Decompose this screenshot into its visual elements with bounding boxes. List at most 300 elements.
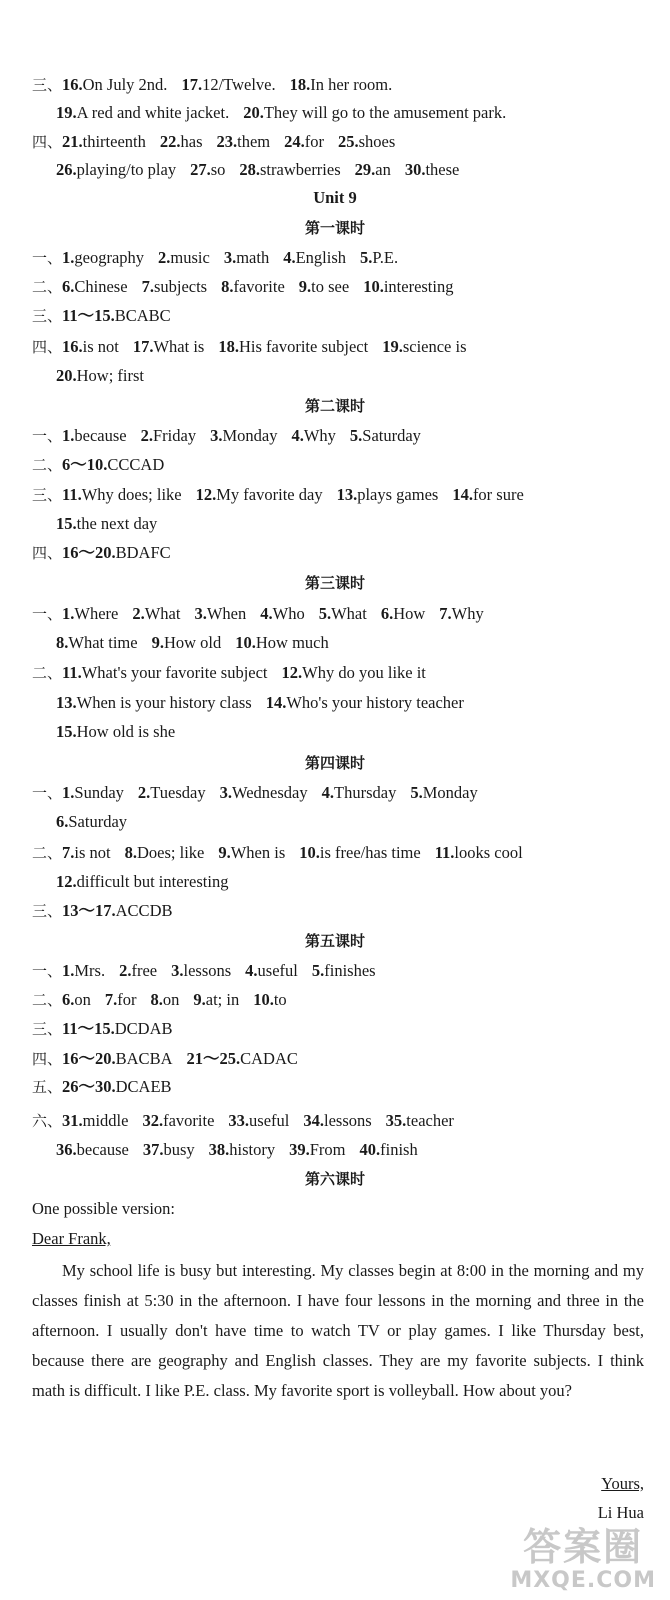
question-number: 8. (124, 843, 137, 862)
question-number: 16. (62, 75, 83, 94)
answer-item (160, 132, 203, 151)
answer-line (32, 336, 481, 358)
letter-signature: Li Hua (597, 1503, 644, 1522)
section-marker: 二、 (32, 278, 63, 296)
answer-text: His favorite subject (238, 337, 369, 356)
question-number: 1. (62, 248, 75, 267)
question-number: 9. (193, 990, 206, 1009)
answer-item (360, 248, 398, 267)
answer-text: What (144, 604, 181, 623)
question-number: 11. (62, 485, 82, 504)
section-marker: 一、 (32, 962, 63, 980)
answer-text: on (162, 990, 180, 1009)
question-number: 16～20. (62, 543, 116, 562)
answer-text: How much (255, 633, 329, 652)
answer-text: P.E. (372, 248, 399, 267)
answer-text: lessons (183, 961, 232, 980)
answer-item (312, 961, 376, 980)
answer-text: A red and white jacket. (76, 103, 230, 122)
question-number: 9. (218, 843, 231, 862)
answer-text: is not (82, 337, 119, 356)
section-marker: 二、 (32, 664, 63, 682)
question-number: 6. (62, 277, 75, 296)
question-number: 35. (385, 1111, 407, 1130)
question-number: 1. (62, 961, 75, 980)
answer-item (56, 633, 138, 652)
lesson-3-title: 第三课时 (304, 574, 365, 592)
answer-line (56, 871, 242, 893)
answer-item (360, 1140, 418, 1159)
question-number: 5. (311, 961, 325, 980)
answer-text: these (425, 160, 460, 179)
question-number: 4. (283, 248, 296, 267)
question-number: 6. (380, 604, 394, 623)
answer-text: Why do you like it (302, 663, 426, 682)
question-number: 12. (281, 663, 303, 682)
question-number: 10. (363, 277, 384, 296)
question-number: 8. (150, 990, 163, 1009)
answer-line (56, 811, 141, 833)
question-number: 17. (132, 337, 154, 356)
question-number: 14. (452, 485, 473, 504)
answer-text: is not (74, 843, 111, 862)
answer-item (245, 961, 298, 980)
watermark-logo-text: 答案圈 (523, 1525, 644, 1569)
lesson-6-title: 第六课时 (304, 1170, 365, 1188)
question-number: 12. (195, 485, 217, 504)
answer-text: the next day (76, 514, 158, 533)
answer-text: Tuesday (150, 783, 206, 802)
answer-text: Thursday (334, 783, 397, 802)
question-number: 10. (235, 633, 256, 652)
answer-line (32, 276, 467, 298)
answer-item (62, 1111, 128, 1130)
answer-item (266, 693, 464, 712)
answer-item (319, 604, 367, 623)
answer-item (142, 277, 208, 296)
answer-item (105, 990, 137, 1009)
answer-text: for (304, 132, 324, 151)
section-marker: 四、 (32, 338, 63, 356)
answer-text: Why (303, 426, 336, 445)
answer-line (56, 365, 158, 387)
answer-text: looks cool (454, 843, 523, 862)
answer-text: Saturday (68, 812, 128, 831)
answer-text: because (74, 426, 127, 445)
answer-text: DCAEB (115, 1077, 172, 1096)
question-number: 32. (142, 1111, 164, 1130)
section-marker: 二、 (32, 456, 63, 474)
answer-line (32, 305, 185, 327)
question-number: 17. (181, 75, 203, 94)
question-number: 7. (62, 843, 75, 862)
question-number: 29. (354, 160, 376, 179)
letter-body (32, 1256, 644, 1406)
answer-item (260, 604, 304, 623)
answer-text: What is (153, 337, 205, 356)
answer-line (56, 1139, 432, 1161)
answer-text: Who (272, 604, 305, 623)
question-number: 3. (219, 783, 232, 802)
answer-item (239, 160, 340, 179)
answer-text: on (74, 990, 91, 1009)
answer-item (303, 1111, 371, 1130)
question-number: 28. (239, 160, 260, 179)
letter-salutation: Dear Frank, (32, 1229, 111, 1248)
answer-text: On July 2nd. (82, 75, 168, 94)
answer-item (133, 337, 205, 356)
question-number: 8. (56, 633, 69, 652)
question-number: 9. (151, 633, 164, 652)
question-number: 16. (62, 337, 83, 356)
answer-item (299, 843, 420, 862)
answer-text: strawberries (260, 160, 341, 179)
answer-item (355, 160, 391, 179)
question-number: 13～17. (62, 901, 116, 920)
question-number: 3. (210, 426, 223, 445)
question-number: 5. (410, 783, 423, 802)
section-marker: 四、 (32, 544, 63, 562)
question-number: 36. (56, 1140, 77, 1159)
question-number: 4. (321, 783, 334, 802)
answer-item (62, 543, 171, 562)
answer-text: Chinese (74, 277, 128, 296)
question-number: 6. (56, 812, 69, 831)
answer-item (141, 426, 196, 445)
question-number: 25. (338, 132, 359, 151)
answer-line (32, 900, 187, 922)
section-marker: 三、 (32, 307, 63, 325)
answer-text: BCABC (114, 306, 171, 325)
answer-text: them (237, 132, 271, 151)
answer-text: teacher (406, 1111, 454, 1130)
essay-intro: One possible version: (32, 1199, 175, 1218)
answer-text: useful (249, 1111, 290, 1130)
answer-line (56, 513, 171, 535)
answer-item (62, 277, 128, 296)
answer-text: When (206, 604, 247, 623)
answer-item (190, 160, 225, 179)
answer-item (152, 633, 222, 652)
lesson-2-title: 第二课时 (304, 397, 365, 415)
question-number: 16～20. (62, 1049, 116, 1068)
answer-line (56, 692, 478, 714)
answer-text: 12/Twelve. (202, 75, 276, 94)
answer-text: busy (163, 1140, 195, 1159)
answer-text: What time (68, 633, 138, 652)
section-marker: 三、 (32, 486, 63, 504)
answer-text: useful (257, 961, 298, 980)
answer-line (32, 960, 390, 982)
question-number: 19. (56, 103, 77, 122)
question-number: 8. (221, 277, 234, 296)
answer-text: so (210, 160, 226, 179)
answer-text: DCDAB (114, 1019, 173, 1038)
answer-text: Where (74, 604, 119, 623)
answer-text: When is (230, 843, 286, 862)
answer-item (435, 843, 523, 862)
answer-text: ACCDB (115, 901, 173, 920)
section-marker: 六、 (32, 1112, 63, 1130)
answer-text: Monday (422, 783, 478, 802)
answer-item (62, 306, 171, 325)
answer-item (62, 663, 268, 682)
answer-line (56, 159, 473, 181)
question-number: 26～30. (62, 1077, 116, 1096)
answer-item (62, 843, 111, 862)
question-number: 4. (291, 426, 304, 445)
question-number: 23. (216, 132, 238, 151)
answer-item (194, 604, 246, 623)
answer-line (56, 721, 189, 743)
question-number: 9. (298, 277, 312, 296)
question-number: 1. (62, 426, 75, 445)
answer-line (56, 632, 343, 654)
question-number: 15. (56, 514, 77, 533)
answer-item (62, 426, 127, 445)
answer-text: for (117, 990, 137, 1009)
answer-item (62, 337, 119, 356)
question-number: 11～15. (62, 1019, 115, 1038)
question-number: 13. (336, 485, 358, 504)
answer-item (56, 693, 252, 712)
answer-item (119, 961, 157, 980)
question-number: 24. (284, 132, 305, 151)
answer-text: From (309, 1140, 346, 1159)
question-number: 1. (62, 783, 75, 802)
answer-item (382, 337, 466, 356)
section-marker: 一、 (32, 605, 63, 623)
answer-item (235, 633, 329, 652)
answer-line (32, 1076, 186, 1098)
answer-text: What (331, 604, 367, 623)
answer-item (56, 160, 176, 179)
answer-item (151, 990, 180, 1009)
question-number: 13. (56, 693, 77, 712)
answer-item (220, 783, 308, 802)
answer-item (350, 426, 421, 445)
answer-text: Monday (222, 426, 278, 445)
answer-text: BACBA (115, 1049, 173, 1068)
section-marker: 五、 (32, 1078, 63, 1096)
answer-item (62, 455, 164, 474)
answer-text: has (180, 132, 203, 151)
answer-text: because (76, 1140, 129, 1159)
question-number: 33. (228, 1111, 250, 1130)
answer-text: Sunday (74, 783, 124, 802)
question-number: 34. (303, 1111, 324, 1130)
answer-item (410, 783, 477, 802)
answer-text: finish (380, 1140, 418, 1159)
section-marker: 一、 (32, 249, 63, 267)
answer-item (218, 337, 368, 356)
answer-text: plays games (357, 485, 439, 504)
answer-item (62, 248, 144, 267)
lesson-5-title: 第五课时 (304, 932, 365, 950)
question-number: 2. (137, 783, 151, 802)
question-number: 3. (171, 961, 184, 980)
question-number: 7. (439, 604, 452, 623)
section-marker: 四、 (32, 133, 63, 151)
answer-item (56, 872, 228, 891)
watermark-url: MXQE.COM (510, 1568, 656, 1593)
answer-text: What's your favorite subject (81, 663, 268, 682)
answer-item (221, 277, 285, 296)
answer-item (62, 75, 167, 94)
answer-item (381, 604, 425, 623)
letter-closing: Yours, (601, 1474, 644, 1493)
answer-line (32, 131, 409, 153)
answer-text: history (229, 1140, 276, 1159)
answer-text: playing/to play (76, 160, 177, 179)
answer-item (291, 426, 335, 445)
site-watermark (510, 1525, 656, 1593)
answer-text: math (236, 248, 270, 267)
section-marker: 一、 (32, 784, 63, 802)
lesson-1-title: 第一课时 (304, 219, 365, 237)
answer-text: music (170, 248, 210, 267)
answer-text: How old (163, 633, 222, 652)
question-number: 19. (382, 337, 403, 356)
answer-item (253, 990, 286, 1009)
question-number: 15. (56, 722, 77, 741)
answer-item (439, 604, 483, 623)
answer-item (209, 1140, 275, 1159)
question-number: 31. (62, 1111, 83, 1130)
question-number: 18. (289, 75, 311, 94)
answer-text: Saturday (362, 426, 421, 445)
question-number: 10. (299, 843, 320, 862)
answer-item (452, 485, 523, 504)
answer-item (62, 1019, 172, 1038)
answer-item (62, 1049, 172, 1068)
answer-item (62, 783, 124, 802)
answer-item (62, 961, 105, 980)
answer-line (32, 782, 492, 804)
question-number: 38. (208, 1140, 230, 1159)
answer-item (224, 248, 269, 267)
answer-text: at; in (205, 990, 240, 1009)
answer-text: When is your history class (76, 693, 252, 712)
question-number: 4. (260, 604, 273, 623)
answer-item (56, 722, 175, 741)
answer-item (338, 132, 395, 151)
answer-text: Wednesday (231, 783, 308, 802)
question-number: 2. (132, 604, 145, 623)
question-number: 5. (360, 248, 373, 267)
question-number: 6. (62, 990, 75, 1009)
answer-text: for sure (472, 485, 524, 504)
answer-text: to (273, 990, 287, 1009)
answer-line (32, 1048, 312, 1070)
question-number: 21～25. (186, 1049, 241, 1068)
answer-text: thirteenth (82, 132, 146, 151)
answer-text: Who's your history teacher (286, 693, 464, 712)
question-number: 37. (142, 1140, 164, 1159)
answer-item (405, 160, 460, 179)
answer-item (132, 604, 180, 623)
answer-text: geography (74, 248, 145, 267)
answer-item (218, 843, 285, 862)
answer-line (32, 484, 538, 506)
answer-text: an (375, 160, 391, 179)
answer-item (138, 783, 206, 802)
answer-text: finishes (324, 961, 376, 980)
answer-line (32, 1110, 468, 1132)
question-number: 21. (62, 132, 83, 151)
section-marker: 二、 (32, 844, 63, 862)
question-number: 12. (56, 872, 77, 891)
answer-item (62, 901, 172, 920)
answer-text: How (393, 604, 426, 623)
answer-item (62, 1077, 172, 1096)
answer-text: favorite (233, 277, 285, 296)
answer-line (32, 425, 435, 447)
answer-item (62, 990, 91, 1009)
section-marker: 二、 (32, 991, 63, 1009)
answer-text: Friday (152, 426, 197, 445)
answer-line (32, 842, 537, 864)
answer-item (217, 132, 271, 151)
answer-item (289, 1140, 345, 1159)
answer-item (187, 1049, 298, 1068)
question-number: 20. (56, 366, 77, 385)
answer-line (32, 662, 440, 684)
answer-text: Does; like (136, 843, 205, 862)
answer-item (363, 277, 453, 296)
question-number: 3. (194, 604, 207, 623)
answer-item (56, 103, 229, 122)
answer-line (32, 989, 301, 1011)
answer-item (196, 485, 323, 504)
question-number: 11～15. (62, 306, 115, 325)
answer-item (143, 1140, 195, 1159)
answer-text: In her room. (310, 75, 393, 94)
answer-item (290, 75, 393, 94)
answer-item (56, 366, 144, 385)
answer-item (282, 663, 426, 682)
question-number: 2. (140, 426, 153, 445)
section-marker: 一、 (32, 427, 63, 445)
letter-paragraph: My school life is busy but interesting. My classes begin at 8:00 in the morning and my classes finish at 5:30 in the afternoon. I have four lessons in the morning and three in the afternoon. I usually don't have time to watch TV or play games. I like Thursday best, because there are geography and English classes. They are my favorite subjects. I think math is difficult. I like P.E. class. My favorite sport is volleyball. How about you? (32, 1261, 644, 1400)
answer-text: lessons (323, 1111, 372, 1130)
answer-item (193, 990, 239, 1009)
question-number: 30. (404, 160, 426, 179)
question-number: 2. (158, 248, 171, 267)
question-number: 27. (190, 160, 211, 179)
question-number: 14. (265, 693, 287, 712)
answer-line (32, 542, 185, 564)
question-number: 3. (223, 248, 237, 267)
answer-text: They will go to the amusement park. (263, 103, 507, 122)
answer-text: My favorite day (216, 485, 323, 504)
answer-text: interesting (383, 277, 454, 296)
answer-item (56, 514, 157, 533)
answer-item (62, 485, 182, 504)
section-marker: 三、 (32, 902, 63, 920)
answer-text: favorite (163, 1111, 215, 1130)
answer-text: How; first (76, 366, 144, 385)
answer-item (210, 426, 277, 445)
unit-title: Unit 9 (313, 188, 357, 207)
answer-line (32, 74, 406, 96)
answer-text: shoes (358, 132, 396, 151)
answer-item (228, 1111, 289, 1130)
answer-text: is free/has time (319, 843, 421, 862)
question-number: 7. (104, 990, 118, 1009)
answer-line (32, 247, 412, 269)
answer-text: free (131, 961, 158, 980)
